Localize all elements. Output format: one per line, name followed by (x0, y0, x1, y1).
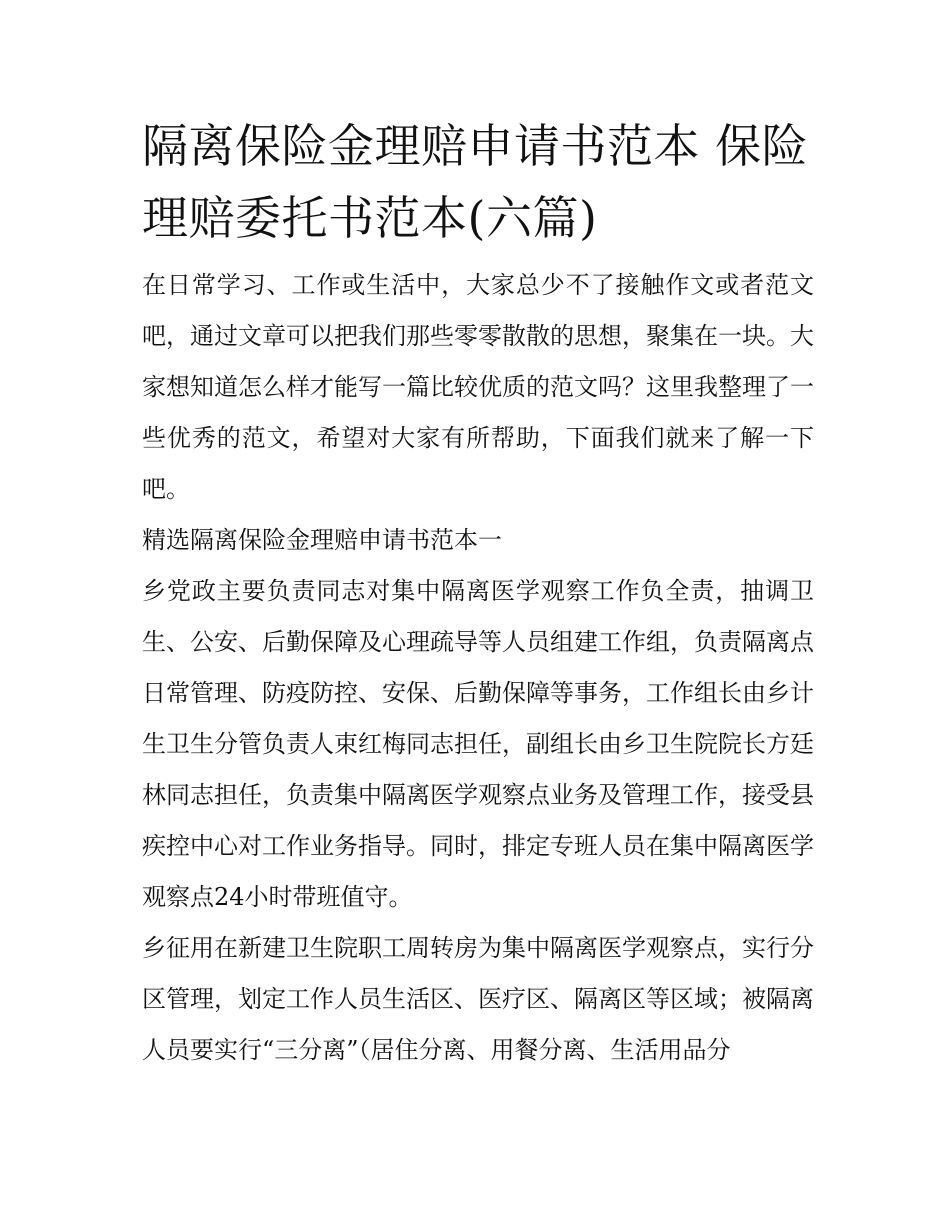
section-heading: 精选隔离保险金理赔申请书范本一 (142, 526, 502, 554)
document-page (142, 110, 814, 1076)
document-title: 隔离保险金理赔申请书范本 保险理赔委托书范本(六篇) (142, 119, 809, 245)
intro-paragraph: 在日常学习、工作或生活中，大家总少不了接触作文或者范文吧，通过文章可以把我们那些零零散散的思想，聚集在一块。大家想知道怎么样才能写一篇比较优质的范文吗？这里我整理了一些优秀的范文，希望对大家有所帮助，下面我们就来了解一下吧。 (142, 271, 814, 503)
body-paragraph-2: 乡征用在新建卫生院职工周转房为集中隔离医学观察点，实行分区管理，划定工作人员生活区、医疗区、隔离区等区域；被隔离人员要实行“三分离”（居住分离、用餐分离、生活用品分 (142, 934, 814, 1064)
body-paragraph-1: 乡党政主要负责同志对集中隔离医学观察工作负全责，抽调卫生、公安、后勤保障及心理疏导等人员组建工作组，负责隔离点日常管理、防疫防控、安保、后勤保障等事务，工作组长由乡计生卫生分管负责人束红梅同志担任，副组长由乡卫生院院长方廷林同志担任，负责集中隔离医学观察点业务及管理工作，接受县疾控中心对工作业务指导。同时，排定专班人员在集中隔离医学观察点24小时带班值守。 (142, 577, 814, 911)
